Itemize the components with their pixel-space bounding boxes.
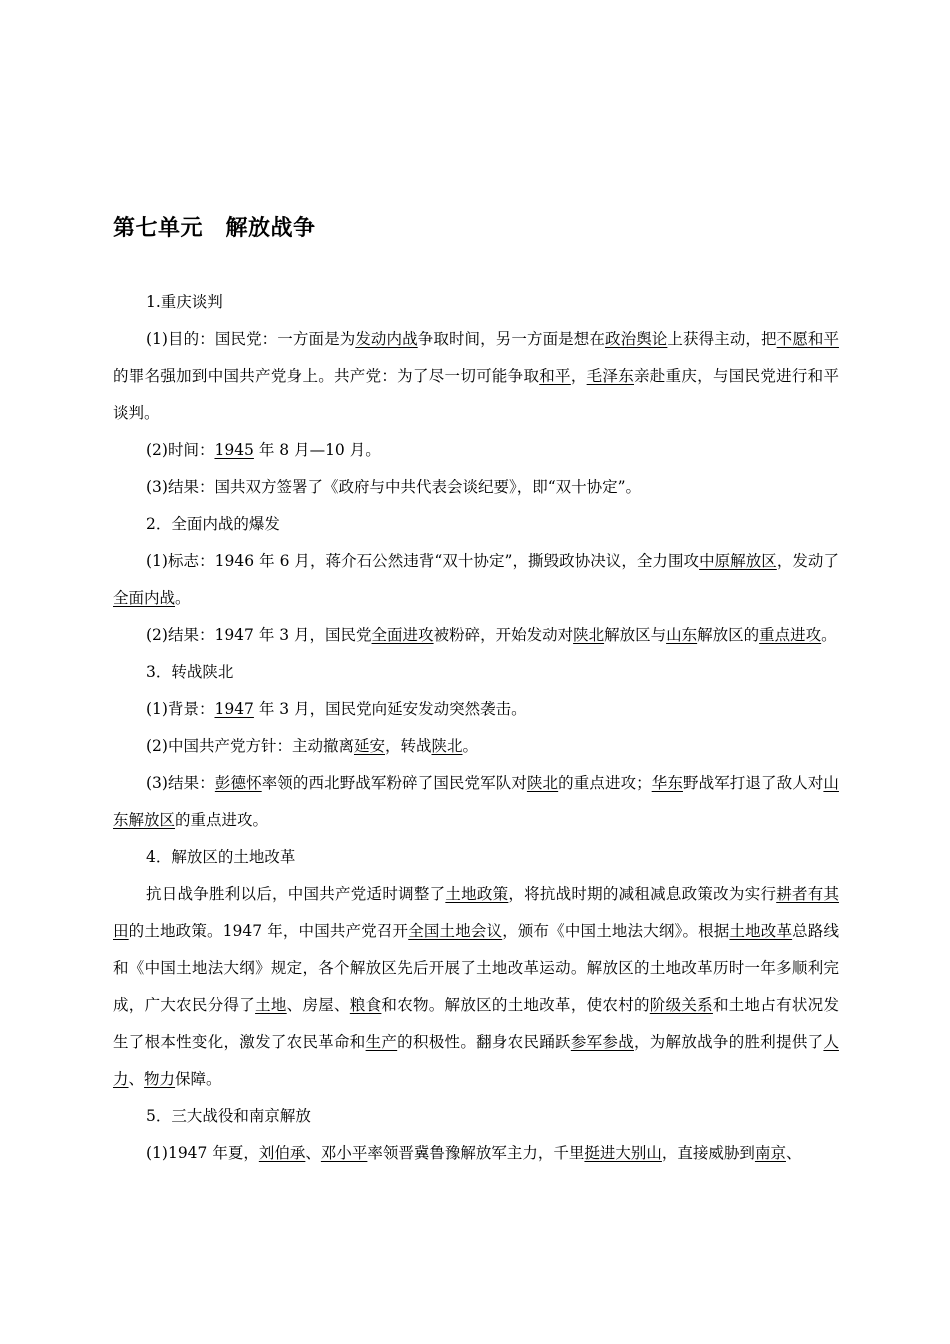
text-run: 5．三大战役和南京解放 xyxy=(146,1107,311,1125)
text-run: 的积极性。翻身农民踊跃 xyxy=(397,1033,571,1051)
underlined-term: 全国土地会议 xyxy=(408,922,503,940)
text-run: 。 xyxy=(821,626,837,644)
text-run: 和农物。解放区的土地改革，使农村的 xyxy=(381,996,650,1014)
text-run: 保障。 xyxy=(175,1070,222,1088)
text-run: 率领晋冀鲁豫解放军主力，千里 xyxy=(367,1144,585,1162)
paragraph xyxy=(113,543,839,617)
page-title: 第七单元 解放战争 xyxy=(113,216,316,241)
underlined-term: 全面进攻 xyxy=(371,626,434,644)
text-run: (1)目的：国民党：一方面是为 xyxy=(146,330,356,348)
paragraph xyxy=(113,1135,839,1172)
text-run: 和土地占有状况发生了根本性变化，激发了农民革命和 xyxy=(113,996,839,1051)
text-run: 的重点进攻； xyxy=(558,774,652,792)
underlined-term: 毛泽东 xyxy=(586,367,635,385)
text-run: (3)结果： xyxy=(146,774,215,792)
text-run: 解放区的 xyxy=(697,626,760,644)
underlined-term: 南京 xyxy=(754,1144,786,1162)
text-run: 抗日战争胜利以后，中国共产党适时调整了 xyxy=(146,885,446,903)
underlined-term: 参军参战 xyxy=(570,1033,634,1051)
underlined-term: 1947 xyxy=(214,700,254,718)
text-run: ，将抗战时期的减租减息政策改为实行 xyxy=(508,885,777,903)
paragraph xyxy=(113,691,839,728)
underlined-term: 粮食 xyxy=(349,996,382,1014)
text-run: (2)结果：1947 年 3 月，国民党 xyxy=(146,626,372,644)
text-run: 。 xyxy=(175,589,191,607)
underlined-term: 土地政策 xyxy=(445,885,509,903)
underlined-term: 陕北 xyxy=(526,774,559,792)
underlined-term: 土地改革 xyxy=(729,922,793,940)
text-run: 率领的西北野战军粉碎了国民党军队对 xyxy=(261,774,527,792)
text-run: 被粉碎，开始发动对 xyxy=(433,626,574,644)
text-run: ， xyxy=(570,367,587,385)
underlined-term: 华东 xyxy=(651,774,683,792)
text-run: 争取时间，另一方面是想在 xyxy=(417,330,605,348)
paragraph xyxy=(113,617,839,654)
text-run: (2)中国共产党方针：主动撤离 xyxy=(146,737,354,755)
paragraph xyxy=(113,321,839,432)
document-page xyxy=(113,214,839,1172)
text-run: 上获得主动，把 xyxy=(667,330,777,348)
underlined-term: 生产 xyxy=(365,1033,398,1051)
paragraph xyxy=(113,728,839,765)
text-run: ，发动了 xyxy=(776,552,839,570)
text-run: (1)1947 年夏， xyxy=(146,1144,259,1162)
text-run: (1)背景： xyxy=(146,700,215,718)
underlined-term: 阶级关系 xyxy=(649,996,713,1014)
text-run: ，直接威胁到 xyxy=(661,1144,755,1162)
underlined-term: 陕北 xyxy=(431,737,463,755)
text-run: 的罪名强加到中国共产党身上。共产党：为了尽一切可能争取 xyxy=(113,367,540,385)
text-run: 解放区与 xyxy=(604,626,667,644)
document-body xyxy=(113,284,839,1172)
paragraph xyxy=(113,506,839,543)
underlined-term: 人力 xyxy=(113,1033,839,1088)
text-run: 、 xyxy=(785,1144,802,1162)
underlined-term: 彭德怀 xyxy=(214,774,262,792)
underlined-term: 山东解放区 xyxy=(113,774,839,829)
underlined-term: 全面内战 xyxy=(113,589,176,607)
text-run: 年 3 月，国民党向延安发动突然袭击。 xyxy=(253,700,527,718)
text-run: 。 xyxy=(462,737,479,755)
paragraph xyxy=(113,876,839,1098)
text-run: ，转战 xyxy=(384,737,432,755)
text-run: ，为解放战争的胜利提供了 xyxy=(633,1033,824,1051)
text-run: (1)标志：1946 年 6 月，蒋介石公然违背“双十协定”，撕毁政协决议，全力围攻 xyxy=(146,552,700,570)
paragraph xyxy=(113,284,839,321)
underlined-term: 重点进攻 xyxy=(759,626,822,644)
underlined-term: 中原解放区 xyxy=(699,552,777,570)
text-run: 、 xyxy=(305,1144,321,1162)
underlined-term: 1945 xyxy=(214,441,254,459)
underlined-term: 陕北 xyxy=(573,626,605,644)
text-run: 3．转战陕北 xyxy=(146,663,234,681)
underlined-term: 挺进大别山 xyxy=(584,1144,662,1162)
text-run: 野战军打退了敌人对 xyxy=(682,774,824,792)
underlined-term: 发动内战 xyxy=(355,330,418,348)
paragraph xyxy=(113,1098,839,1135)
underlined-term: 土地 xyxy=(255,996,287,1014)
paragraph xyxy=(113,654,839,691)
underlined-term: 山东 xyxy=(666,626,698,644)
underlined-term: 刘伯承 xyxy=(258,1144,306,1162)
underlined-term: 邓小平 xyxy=(320,1144,368,1162)
text-run: (2)时间： xyxy=(146,441,215,459)
underlined-term: 和平 xyxy=(539,367,571,385)
text-run: 2．全面内战的爆发 xyxy=(146,515,280,533)
text-run: 总路线和《中国土地法大纲》规定，各个解放区先后开展了土地改革运动。解放区的土地改革历时一年多顺利完成，广大农民分得了 xyxy=(113,922,839,1014)
paragraph xyxy=(113,839,839,876)
text-run: 1.重庆谈判 xyxy=(146,293,223,311)
paragraph xyxy=(113,432,839,469)
text-run: 年 8 月—10 月。 xyxy=(253,441,381,459)
underlined-term: 物力 xyxy=(144,1070,176,1088)
text-run: 的土地政策。1947 年，中国共产党召开 xyxy=(128,922,409,940)
underlined-term: 不愿和平 xyxy=(776,330,839,348)
text-run: 的重点进攻。 xyxy=(175,811,269,829)
text-run: 亲赴重庆，与国民党进行和平谈判。 xyxy=(113,367,839,422)
text-run: 、房屋、 xyxy=(286,996,350,1014)
text-run: ，颁布《中国土地法大纲》。根据 xyxy=(502,922,730,940)
underlined-term: 政治舆论 xyxy=(604,330,668,348)
text-run: 、 xyxy=(128,1070,145,1088)
paragraph xyxy=(113,469,839,506)
underlined-term: 延安 xyxy=(353,737,385,755)
underlined-term: 耕者有其田 xyxy=(113,885,839,940)
text-run: (3)结果：国共双方签署了《政府与中共代表会谈纪要》，即“双十协定”。 xyxy=(146,478,642,496)
paragraph xyxy=(113,765,839,839)
text-run: 4．解放区的土地改革 xyxy=(146,848,296,866)
